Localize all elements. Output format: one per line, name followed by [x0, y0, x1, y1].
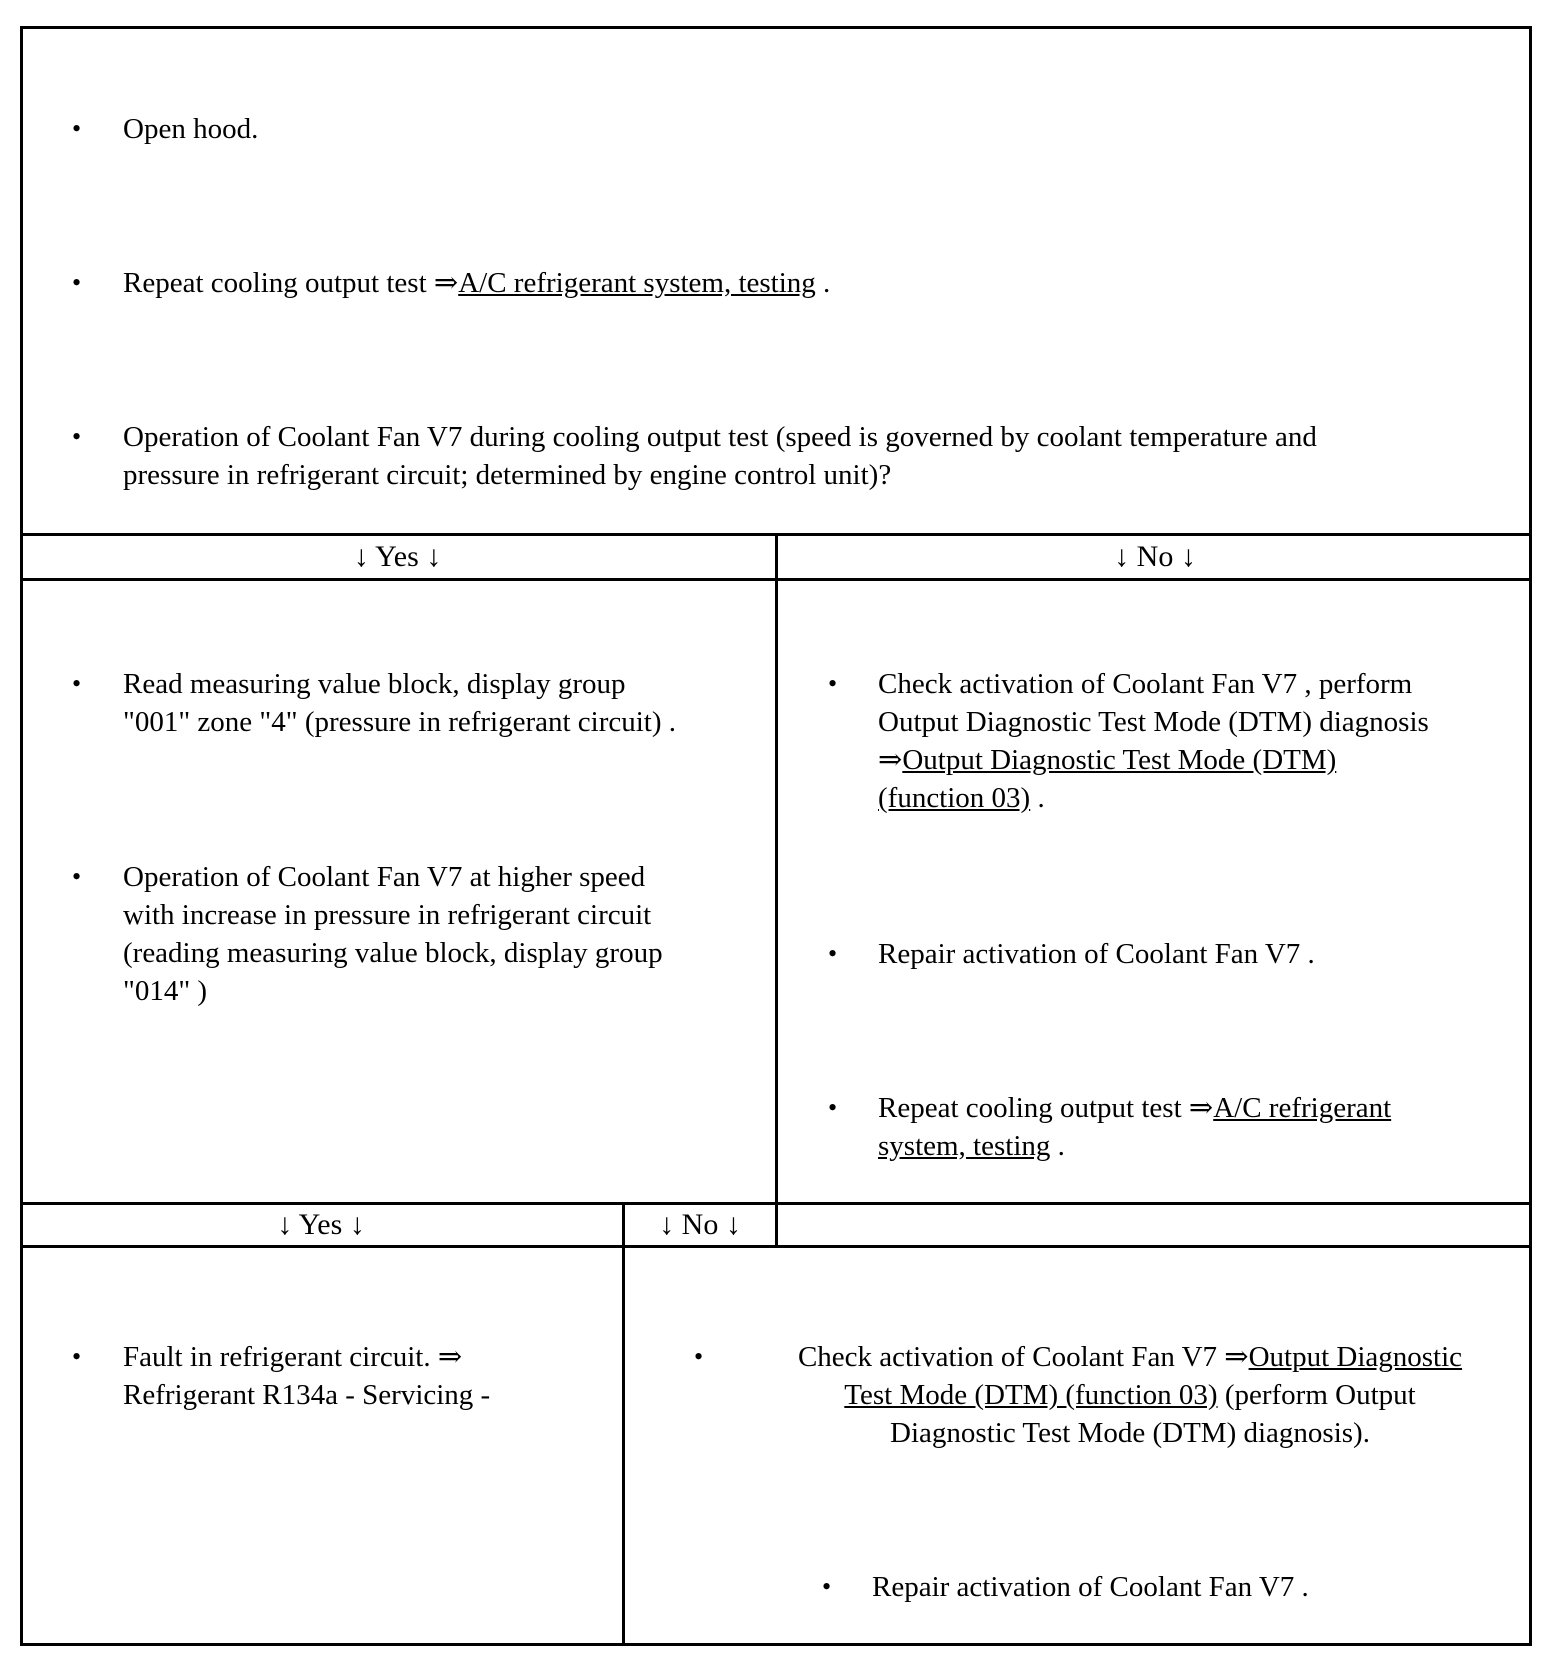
- bullet: •: [72, 422, 82, 451]
- arrow-icon: ⇒: [878, 744, 903, 776]
- arrow-icon: ⇒: [1224, 1341, 1249, 1373]
- bullet: •: [828, 669, 838, 698]
- question-line-1: Operation of Coolant Fan V7 during cooling output test (speed is governed by coolant temperature and: [123, 421, 1317, 453]
- step-operation-question: [123, 418, 1523, 494]
- bottom-no-prefix: Check activation of Coolant Fan V7: [797, 1341, 1225, 1373]
- no-item1-suffix: .: [1030, 782, 1045, 814]
- yes-operation-higher-speed: [123, 858, 663, 1010]
- bullet: •: [828, 939, 838, 968]
- divider-yes-no-column: [775, 533, 778, 1247]
- no-item1-line2: Output Diagnostic Test Mode (DTM) diagnosis: [878, 706, 1429, 738]
- bottom-no-line1: [740, 1338, 1520, 1376]
- question-line-2: pressure in refrigerant circuit; determined by engine control unit)?: [123, 459, 892, 491]
- yes-item1-line2: "001" zone "4" (pressure in refrigerant circuit) .: [123, 706, 677, 738]
- step-text: Repeat cooling output test: [123, 267, 434, 299]
- yes-item2-line4: "014" ): [123, 975, 208, 1007]
- bottom-no-line3: Diagnostic Test Mode (DTM) diagnosis).: [890, 1417, 1370, 1449]
- bottom-yes-text: Fault in refrigerant circuit.: [123, 1341, 438, 1373]
- link-function-03[interactable]: (function 03): [878, 782, 1031, 814]
- no-item1-line3: [878, 741, 1429, 779]
- yes-item1-line1: Read measuring value block, display group: [123, 668, 626, 700]
- link-test-mode-function-03[interactable]: Test Mode (DTM) (function 03): [844, 1379, 1218, 1411]
- bottom-no-repair-activation: Repair activation of Coolant Fan V7 .: [872, 1571, 1309, 1603]
- bottom-no-rest: (perform Output: [1217, 1379, 1416, 1411]
- link-output-diagnostic[interactable]: Output Diagnostic: [1248, 1341, 1463, 1373]
- bullet: •: [828, 1093, 838, 1122]
- yes-item2-line2: with increase in pressure in refrigerant circuit: [123, 899, 652, 931]
- no-item3-suffix: .: [1050, 1130, 1065, 1162]
- bullet: •: [694, 1342, 704, 1371]
- step-open-hood: Open hood.: [123, 113, 259, 145]
- link-ac-refrigerant[interactable]: A/C refrigerant: [1213, 1092, 1392, 1124]
- bullet: •: [72, 268, 82, 297]
- link-system-testing[interactable]: system, testing: [878, 1130, 1051, 1162]
- step-repeat-cooling-test: [123, 264, 830, 302]
- branch2-no-label: ↓ No ↓: [659, 1208, 741, 1241]
- branch2-yes-label: ↓ Yes ↓: [277, 1208, 365, 1241]
- yes-read-measuring-value: [123, 665, 676, 741]
- bottom-no-line2: [740, 1376, 1520, 1414]
- no-item3-prefix: Repeat cooling output test: [878, 1092, 1189, 1124]
- bullet: •: [822, 1572, 832, 1601]
- divider-bottom-column: [622, 1202, 625, 1646]
- bullet: •: [72, 669, 82, 698]
- bullet: •: [72, 1342, 82, 1371]
- no-item1-line4: [878, 779, 1429, 817]
- no-item1-line1: Check activation of Coolant Fan V7 , perform: [878, 668, 1413, 700]
- arrow-icon: ⇒: [433, 267, 459, 299]
- no-repeat-cooling-test: [878, 1089, 1391, 1165]
- yes-item2-line3: (reading measuring value block, display group: [123, 937, 663, 969]
- no-item3-line2: [878, 1127, 1391, 1165]
- branch-yes-label: ↓ Yes ↓: [353, 540, 442, 573]
- no-check-activation: [878, 665, 1429, 817]
- bottom-yes-fault: [123, 1338, 490, 1414]
- no-item3-line1: [878, 1089, 1391, 1127]
- bottom-yes-line2: Refrigerant R134a - Servicing -: [123, 1379, 491, 1411]
- link-ac-refrigerant-system-testing[interactable]: A/C refrigerant system, testing: [458, 267, 816, 299]
- bullet: •: [72, 862, 82, 891]
- no-repair-activation: Repair activation of Coolant Fan V7 .: [878, 938, 1315, 970]
- bottom-yes-line1: [123, 1338, 490, 1376]
- bottom-no-check-activation: [740, 1338, 1520, 1452]
- arrow-icon: ⇒: [1188, 1092, 1214, 1124]
- arrow-icon: ⇒: [437, 1341, 463, 1373]
- yes-item2-line1: Operation of Coolant Fan V7 at higher speed: [123, 861, 646, 893]
- link-output-dtm[interactable]: Output Diagnostic Test Mode (DTM): [902, 744, 1337, 776]
- step-suffix: .: [815, 267, 831, 299]
- branch-no-label: ↓ No ↓: [1114, 540, 1196, 573]
- bullet: •: [72, 114, 82, 143]
